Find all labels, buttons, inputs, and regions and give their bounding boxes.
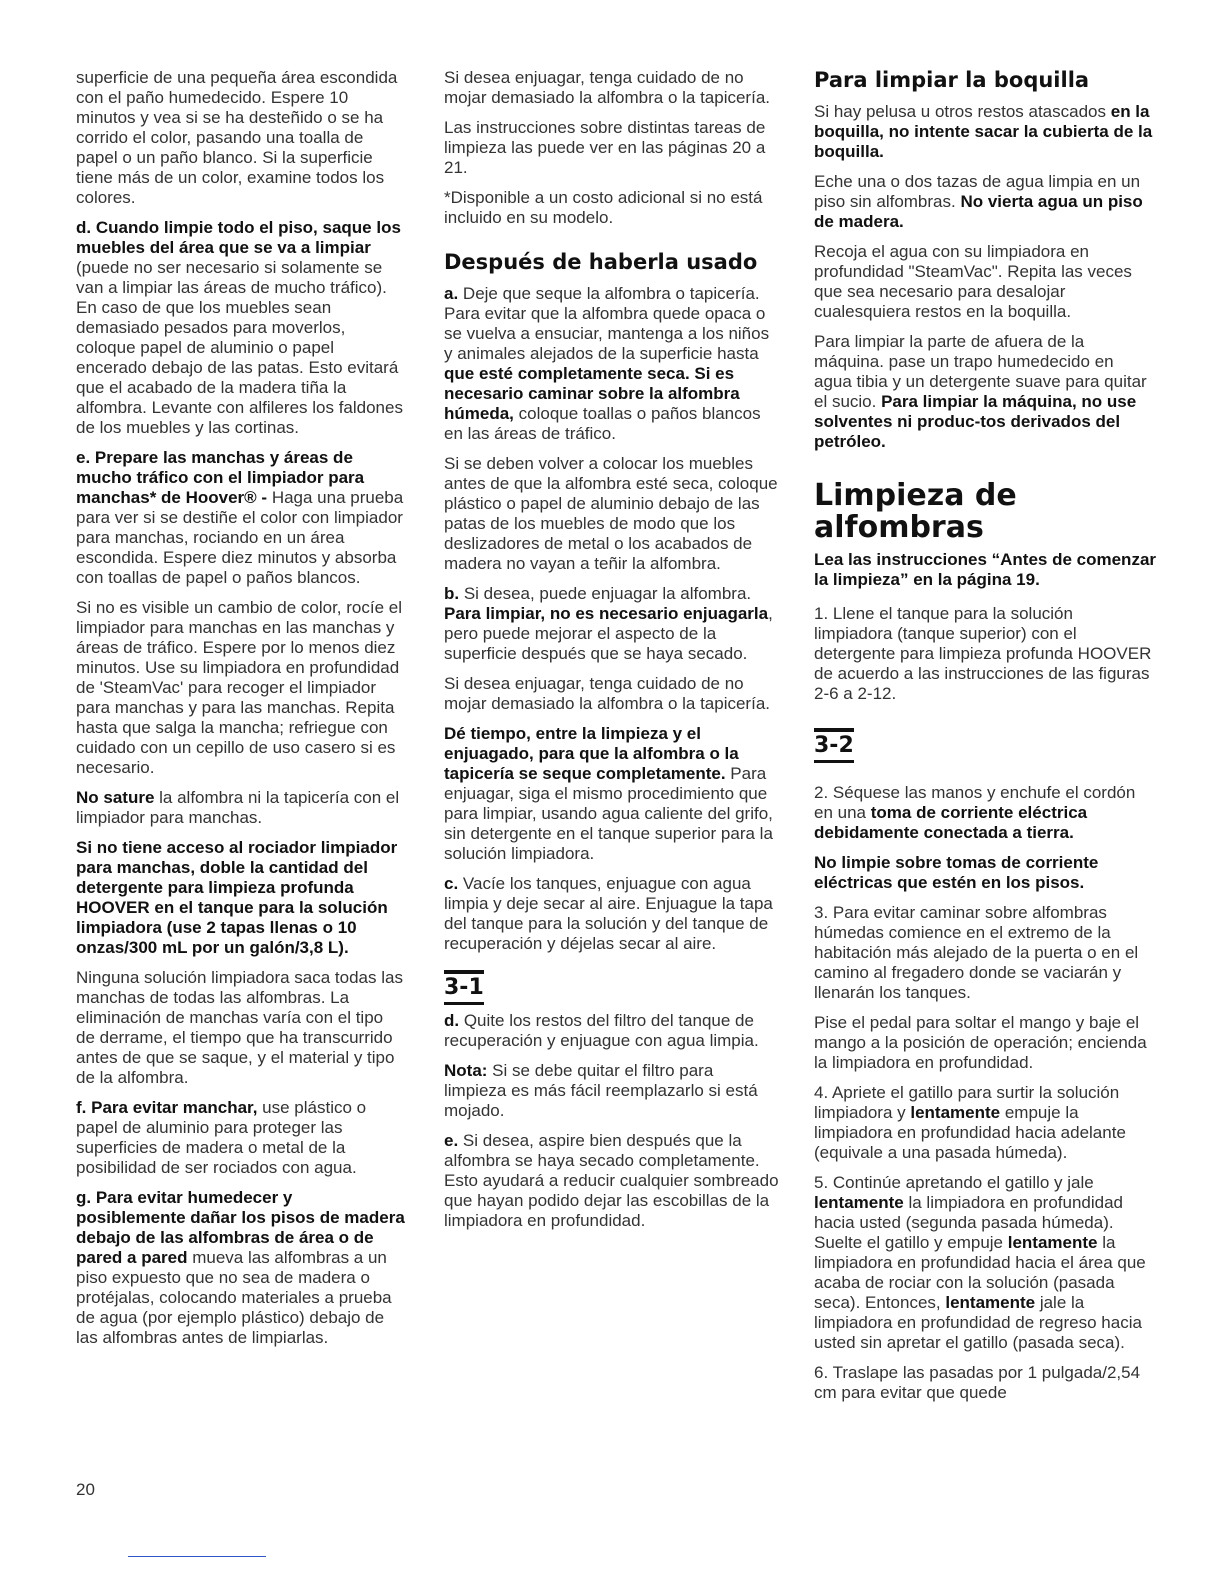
step-b-bold: Para limpiar, no es necesario enjuagarla (444, 604, 769, 623)
intro-bold (814, 550, 1156, 590)
paragraph (814, 172, 1156, 232)
paragraph: Recoja el agua con su limpiadora en profundidad "SteamVac". Repita las veces que sea necesario para desalojar cualesquiera restos en la boquilla. (814, 242, 1132, 321)
bold-text: No limpie sobre tomas de corriente eléctricas que estén en los pisos. (814, 853, 1099, 892)
footnote: *Disponible a un costo adicional si no está incluido en su modelo. (444, 188, 763, 227)
step-b-label: b. (444, 584, 460, 603)
step-5 (814, 1173, 1156, 1353)
text: la limpiadora en profundidad hacia el área que acaba de rociar con la solución (pasada seca). Entonces, (814, 1233, 1146, 1312)
step-d (76, 218, 406, 438)
paragraph: Si desea enjuagar, tenga cuidado de no mojar demasiado la alfombra o la tapicería. (444, 68, 770, 107)
figure-marker-3-2: 3-2 (814, 728, 854, 763)
no-sature-text: la alfombra ni la tapicería con el limpiador para manchas. (76, 788, 400, 827)
paragraph (814, 332, 1156, 452)
no-sature-bold: No sature (76, 788, 155, 807)
no-sature (76, 788, 406, 828)
step-1: 1. Llene el tanque para la solución limpiadora (tanque superior) con el detergente para limpieza profunda HOOVER de acuerdo a las instrucciones de las figuras 2-6 a 2-12. (814, 604, 1152, 703)
section-heading: Después de haberla usado (444, 250, 758, 274)
text: jale la limpiadora en profundidad de regreso hacia usted sin apretar el gatillo (pasada seca). (814, 1293, 1142, 1352)
warning-paragraph (76, 838, 406, 958)
text: 5. Continúe apretando el gatillo y jale (814, 1173, 1094, 1192)
de-tiempo (444, 724, 779, 864)
bold-text: lentamente (945, 1293, 1036, 1312)
step-d-bold: d. Cuando limpie todo el piso, saque los muebles del área que se va a limpiar (76, 218, 401, 257)
text: 2. Séquese las manos y enchufe el cordón en una (814, 783, 1136, 822)
paragraph: Pise el pedal para soltar el mango y baje el mango a la posición de operación; encienda la limpiadora en profundidad. (814, 1013, 1147, 1072)
step-a-label: a. (444, 284, 459, 303)
step-6: 6. Traslape las pasadas por 1 pulgada/2,54 cm para evitar que quede (814, 1363, 1141, 1402)
text: 4. Apriete el gatillo para surtir la solución limpiadora y (814, 1083, 1120, 1122)
text: Si hay pelusa u otros restos atascados (814, 102, 1111, 121)
step-g-text: mueva las alfombras a un piso expuesto que no sea de madera o protéjalas, colocando materiales a prueba de agua (por ejemplo plástico) debajo de las alfombras antes de limpiarlas. (76, 1248, 392, 1347)
de-tiempo-text: Para enjuagar, siga el mismo procedimiento que para limpiar, usando agua caliente del grifo, sin detergente en el tanque superior para la solución limpiadora. (444, 764, 773, 863)
step-b-text: Si desea, puede enjuagar la alfombra. (459, 584, 752, 603)
section-heading: Para limpiar la boquilla (814, 68, 1090, 92)
step-a-text2: coloque toallas o paños blancos en las áreas de tráfico. (444, 404, 761, 443)
step-e-label: e. (444, 1131, 459, 1150)
step-c-label: c. (444, 874, 459, 893)
paragraph: Ninguna solución limpiadora saca todas las manchas de todas las alfombras. La eliminación de manchas varía con el tipo de derrame, el tiempo que ha transcurrido antes de que se saque, y el material y tipo de la alfombra. (76, 968, 403, 1087)
bold-text: No vierta agua un piso de madera. (814, 192, 1143, 231)
paragraph: Si se deben volver a colocar los muebles antes de que la alfombra esté seca, coloque plástico o papel de aluminio debajo de las patas de los muebles de modo que los deslizadores de metal o los acabados de madera no vayan a teñir la alfombra. (444, 454, 778, 573)
paragraph: Si no es visible un cambio de color, rocíe el limpiador para manchas en las manchas y áreas de tráfico. Espere por lo menos diez minutos. Use su limpiadora en profundidad de 'SteamVac' para recoger el limpiador para manchas y para las manchas. Repita hasta que salga la mancha; refriegue con cuidado con un cepillo de uso casero si es necesario. (76, 598, 403, 777)
text: empuje la limpiadora en profundidad hacia adelante (equivale a una pasada húmeda). (814, 1103, 1126, 1162)
step-e-bold: e. Prepare las manchas y áreas de mucho tráfico con el limpiador para manchas* de Hoover® - (76, 448, 365, 507)
text: Para limpiar la parte de afuera de la máquina. pase un trapo humedecido en agua tibia y un detergente suave para quitar el sucio. (814, 332, 1147, 411)
step-2 (814, 783, 1156, 843)
step-e-text: Si desea, aspire bien después que la alfombra se haya secado completamente. Esto ayudará a reducir cualquier sombreado que hayan podido dejar las escobillas de la limpiadora en profundidad. (444, 1131, 779, 1230)
step-c-text: Vacíe los tanques, enjuague con agua limpia y deje secar al aire. Enjuague la tapa del tanque para la solución y del tanque de recuperación y déjelas secar al aire. (444, 874, 773, 953)
nota-label: Nota: (444, 1061, 488, 1080)
column-middle (444, 68, 779, 1241)
column-left (76, 68, 406, 1358)
page-number: 20 (76, 1480, 95, 1499)
column-right (814, 68, 1156, 1413)
bold-text: toma de corriente eléctrica debidamente conectada a tierra. (814, 803, 1088, 842)
step-a-text: Deje que seque la alfombra o tapicería. Para evitar que la alfombra quede opaca o se vuelva a ensuciar, mantenga a los niños y animales alejados de la superficie hasta (444, 284, 770, 363)
text: Eche una o dos tazas de agua limpia en un piso sin alfombras. (814, 172, 1141, 211)
paragraph: superficie de una pequeña área escondida con el paño humedecido. Espere 10 minutos y vea si se ha desteñido o se ha corrido el color, pasando una toalla de papel o un paño blanco. Si la superficie tiene más de un color, examine todos los colores. (76, 68, 398, 207)
paragraph: Si desea enjuagar, tenga cuidado de no mojar demasiado la alfombra o la tapicería. (444, 674, 770, 713)
step-b-text2: , pero puede mejorar el aspecto de la superficie después que se haya secado. (444, 604, 773, 663)
nota (444, 1061, 779, 1121)
main-heading: Limpieza de alfombras (814, 478, 1017, 545)
step-e-text: Haga una prueba para ver si se destiñe el color con limpiador para manchas, rociando en un área escondida. Espere diez minutos y absorba con toallas de papel o paños blancos. (76, 488, 404, 587)
step-g (76, 1188, 406, 1348)
warning-bold: Si no tiene acceso al rociador limpiador para manchas, doble la cantidad del detergente para limpieza profunda HOOVER en el tanque para la solución limpiadora (use 2 tapas llenas o 10 onzas/300 mL por un galón/3,8 L). (76, 838, 398, 957)
step-d-label: d. (444, 1011, 460, 1030)
paragraph: Las instrucciones sobre distintas tareas de limpieza las puede ver en las páginas 20 a 21. (444, 118, 766, 177)
de-tiempo-bold: Dé tiempo, entre la limpieza y el enjuagado, para que la alfombra o la tapicería se seque completamente. (444, 724, 739, 783)
step-c (444, 874, 779, 954)
step-g-bold: g. Para evitar humedecer y posiblemente dañar los pisos de madera debajo de las alfombras de área o de pared a pared (76, 1188, 405, 1267)
step-f-text: use plástico o papel de aluminio para proteger las superficies de madera o metal de la posibilidad de ser rociados con agua. (76, 1098, 367, 1177)
bold-text: lentamente (1007, 1233, 1098, 1252)
step-a-bold: que esté completamente seca. Si es necesario caminar sobre la alfombra húmeda, (444, 364, 740, 423)
step-d-text: (puede no ser necesario si solamente se van a limpiar las áreas de mucho tráfico). En caso de que los muebles sean demasiado pesados para moverlos, coloque papel de aluminio o papel encerado debajo de las patas. Esto evitará que el acabado de la madera tiña la alfombra. Levante con alfileres los faldones de los muebles y las cortinas. (76, 258, 403, 437)
bold-text: Para limpiar la máquina, no use solventes ni produc-tos derivados del petróleo. (814, 392, 1137, 451)
step-f (76, 1098, 406, 1178)
step-f-bold: f. Para evitar manchar, (76, 1098, 258, 1117)
step-d-text: Quite los restos del filtro del tanque de recuperación y enjuague con agua limpia. (444, 1011, 759, 1050)
step-b (444, 584, 779, 664)
figure-marker-3-1: 3-1 (444, 970, 484, 1005)
step-e (444, 1131, 779, 1231)
step-4 (814, 1083, 1156, 1163)
step-d (444, 1011, 779, 1051)
nota-text: Si se debe quitar el filtro para limpieza es más fácil reemplazarlo si está mojado. (444, 1061, 758, 1120)
bold-text: Lea las instrucciones “Antes de comenzar la limpieza” en la página 19. (814, 550, 1157, 589)
bold-text: en la boquilla, no intente sacar la cubierta de la boquilla. (814, 102, 1153, 161)
bold-text: lentamente (910, 1103, 1001, 1122)
bold-text: lentamente (814, 1193, 904, 1212)
step-e (76, 448, 406, 588)
paragraph (814, 102, 1156, 162)
text: la limpiadora en profundidad hacia usted (segunda pasada húmeda). Suelte el gatillo y empuje (814, 1193, 1124, 1252)
warning (814, 853, 1156, 893)
footer-rule (128, 1556, 266, 1557)
step-a (444, 284, 779, 444)
step-3: 3. Para evitar caminar sobre alfombras húmedas comience en el extremo de la habitación más alejado de la puerta o en el camino al fregadero donde se vaciarán y llenarán los tanques. (814, 903, 1139, 1002)
